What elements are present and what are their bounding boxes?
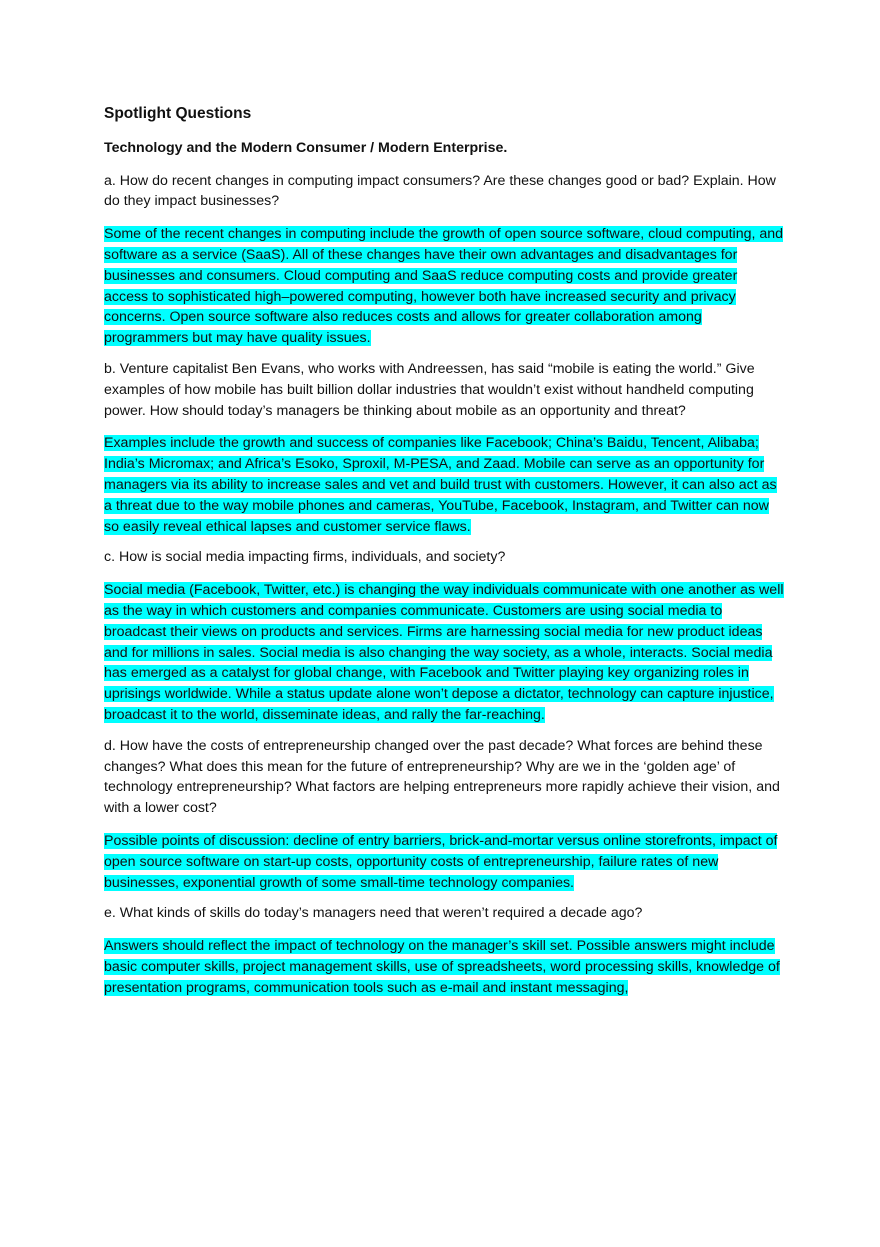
document-page <box>104 104 784 1008</box>
question-e: e. What kinds of skills do today’s managers need that weren’t required a decade ago? <box>104 905 643 922</box>
section-d <box>104 736 784 894</box>
answer-c <box>104 580 784 726</box>
section-c <box>104 547 784 725</box>
answer-b <box>104 433 784 537</box>
section-b <box>104 359 784 537</box>
question-c: c. How is social media impacting firms, individuals, and society? <box>104 549 506 566</box>
document-title: Spotlight Questions <box>104 105 252 122</box>
section-e <box>104 903 784 998</box>
question-a: a. How do recent changes in computing impact consumers? Are these changes good or bad? Explain. How do they impact businesses? <box>104 172 776 210</box>
question-d: d. How have the costs of entrepreneurship changed over the past decade? What forces are behind these changes? What does this mean for the future of entrepreneurship? Why are we in the ‘golden age’ of technology entrepreneurship? What factors are helping entrepreneurs more rapidly achieve their vision, and with a lower cost? <box>104 737 780 817</box>
section-a <box>104 171 784 349</box>
answer-d <box>104 831 784 893</box>
answer-a <box>104 224 784 349</box>
answer-e <box>104 936 784 998</box>
answer-e-highlight: Answers should reflect the impact of technology on the manager’s skill set. Possible answers might include basic computer skills, project management skills, use of spreadsheets, word processing skills, knowledge of presentation programs, communication tools such as e-mail and instant messaging, <box>104 938 780 996</box>
answer-d-highlight: Possible points of discussion: decline of entry barriers, brick-and-mortar versus online storefronts, impact of open source software on start-up costs, opportunity costs of entrepreneurship, failure rates of new businesses, exponential growth of some small-time technology companies. <box>104 832 778 891</box>
answer-c-highlight: Social media (Facebook, Twitter, etc.) is changing the way individuals communicate with one another as well as the way in which customers and companies communicate. Customers are using social media to broadcast their views on products and services. Firms are harnessing social media for new product ideas and for millions in sales. Social media is also changing the way society, as a whole, interacts. Social media has emerged as a catalyst for global change, with Facebook and Twitter playing key organizing roles in uprisings worldwide. While a status update alone won’t depose a dictator, technology can capture injustice, broadcast it to the world, disseminate ideas, and rally the far-reaching. <box>104 582 784 723</box>
question-b: b. Venture capitalist Ben Evans, who works with Andreessen, has said “mobile is eating the world.” Give examples of how mobile has built billion dollar industries that wouldn’t exist without handheld computing power. How should today’s managers be thinking about mobile as an opportunity and threat? <box>104 360 755 419</box>
answer-b-highlight: Examples include the growth and success of companies like Facebook; China’s Baidu, Tencent, Alibaba; India’s Micromax; and Africa’s Esoko, Sproxil, M-PESA, and Zaad. Mobile can serve as an opportunity for managers via its ability to increase sales and vet and build trust with customers. However, it can also act as a threat due to the way mobile phones and cameras, YouTube, Facebook, Instagram, and Twitter can now so easily reveal ethical lapses and customer service flaws. <box>104 435 777 535</box>
answer-a-highlight: Some of the recent changes in computing include the growth of open source software, cloud computing, and software as a service (SaaS). All of these changes have their own advantages and disadvantages for businesses and consumers. Cloud computing and SaaS reduce computing costs and provide greater access to sophisticated high–powered computing, however both have increased security and privacy concerns. Open source software also reduces costs and allows for greater collaboration among programmers but may have quality issues. <box>104 226 784 347</box>
document-subtitle: Technology and the Modern Consumer / Modern Enterprise. <box>104 139 508 156</box>
